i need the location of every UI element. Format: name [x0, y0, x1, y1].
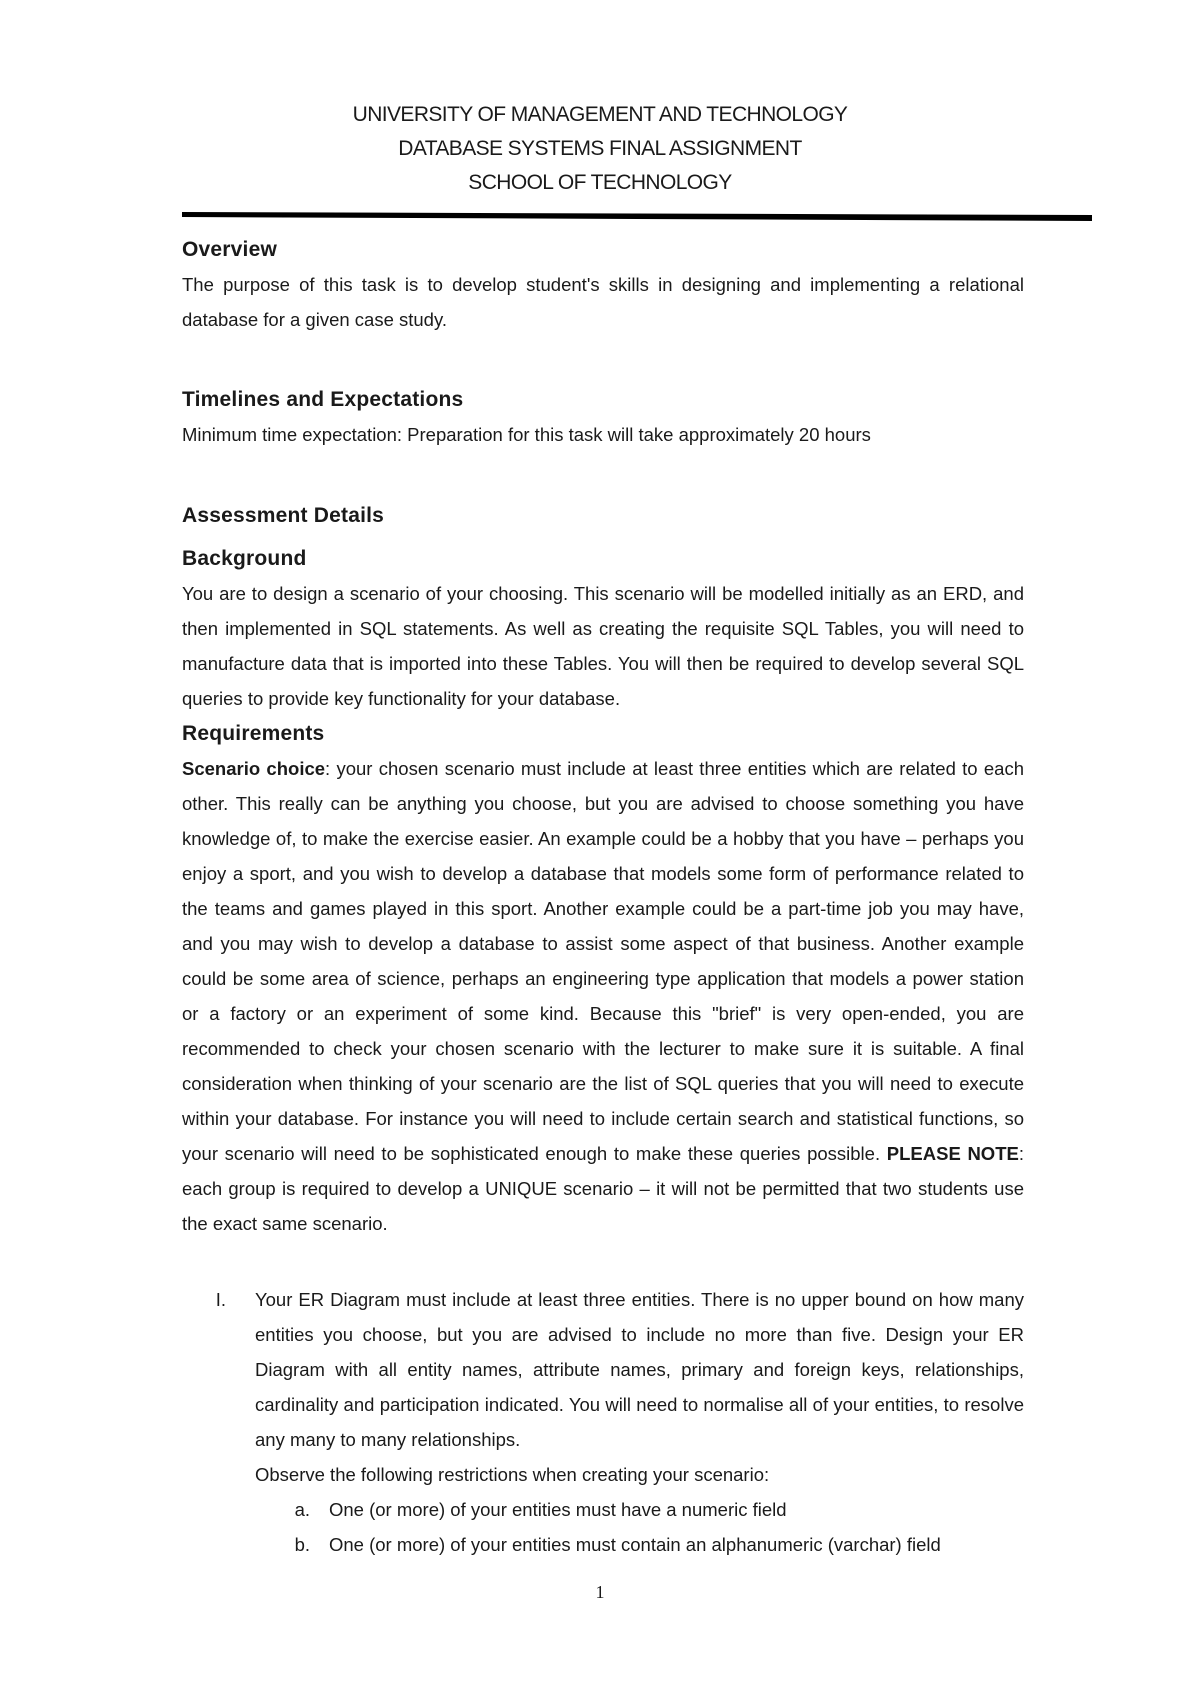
requirements-list	[182, 1282, 1024, 1562]
timelines-section	[182, 382, 1024, 452]
scenario-label: Scenario choice	[182, 758, 326, 779]
list-marker: I.	[215, 1289, 226, 1310]
note-label: PLEASE NOTE	[886, 1143, 1019, 1164]
timelines-text: Minimum time expectation: Preparation for this task will take approximately 20 hours	[182, 424, 871, 445]
assessment-section	[182, 498, 1024, 1241]
overview-text: The purpose of this task is to develop student's skills in designing and implementing a relational database for a given case study.	[182, 274, 1024, 330]
background-text: You are to design a scenario of your choosing. This scenario will be modelled initially as an ERD, and then implemented in SQL statements. As well as creating the requisite SQL Tables, you will need to manufacture data that is imported into these Tables. You will then be required to develop several SQL queries to provide key functionality for your database.	[182, 583, 1024, 709]
overview-section	[182, 232, 1024, 337]
sub-list-item	[182, 1492, 1024, 1527]
scenario-paragraph	[182, 751, 1024, 1241]
requirements-heading: Requirements	[182, 722, 325, 745]
sub-list-marker: a.	[294, 1499, 310, 1520]
overview-heading: Overview	[182, 238, 277, 261]
assessment-heading: Assessment Details	[182, 504, 385, 527]
timelines-heading: Timelines and Expectations	[182, 388, 464, 411]
sub-list-text: One (or more) of your entities must have a numeric field	[329, 1499, 787, 1520]
document-header	[0, 98, 1200, 200]
university-name: UNIVERSITY OF MANAGEMENT AND TECHNOLOGY	[352, 103, 848, 126]
header-divider	[182, 212, 1092, 221]
scenario-text: : your chosen scenario must include at least three entities which are related to each other. This really can be anything you choose, but you are advised to choose something you have knowledge of, to make the exercise easier. An example could be a hobby that you have – perhaps you enjoy a sport, and you wish to develop a database that models some form of performance related to the teams and games played in this sport. Another example could be a part-time job you may have, and you may wish to develop a database to assist some aspect of that business. Another example could be some area of science, perhaps an engineering type application that models a power station or a factory or an experiment of some kind. Because this "brief" is very open-ended, you are recommended to check your chosen scenario with the lecturer to make sure it is suitable. A final consideration when thinking of your scenario are the list of SQL queries that you will need to execute within your database. For instance you will need to include certain search and statistical functions, so your scenario will need to be sophisticated enough to make these queries possible.	[182, 758, 1024, 1164]
list-item	[182, 1282, 1024, 1492]
sub-list-marker: b.	[294, 1534, 310, 1555]
note-text: : each group is required to develop a UNIQUE scenario – it will not be permitted that two students use the exact same scenario.	[182, 1143, 1024, 1234]
sub-list-text: One (or more) of your entities must contain an alphanumeric (varchar) field	[329, 1534, 941, 1555]
school-name: SCHOOL OF TECHNOLOGY	[468, 171, 732, 194]
background-heading: Background	[182, 547, 307, 570]
list-item-followup: Observe the following restrictions when creating your scenario:	[255, 1464, 770, 1485]
sub-list-item	[182, 1527, 1024, 1562]
list-item-text: Your ER Diagram must include at least three entities. There is no upper bound on how many entities you choose, but you are advised to include no more than five. Design your ER Diagram with all entity names, attribute names, primary and foreign keys, relationships, cardinality and participation indicated. You will need to normalise all of your entities, to resolve any many to many relationships.	[255, 1289, 1024, 1450]
page-number: 1	[595, 1582, 605, 1602]
assignment-title: DATABASE SYSTEMS FINAL ASSIGNMENT	[398, 137, 802, 160]
